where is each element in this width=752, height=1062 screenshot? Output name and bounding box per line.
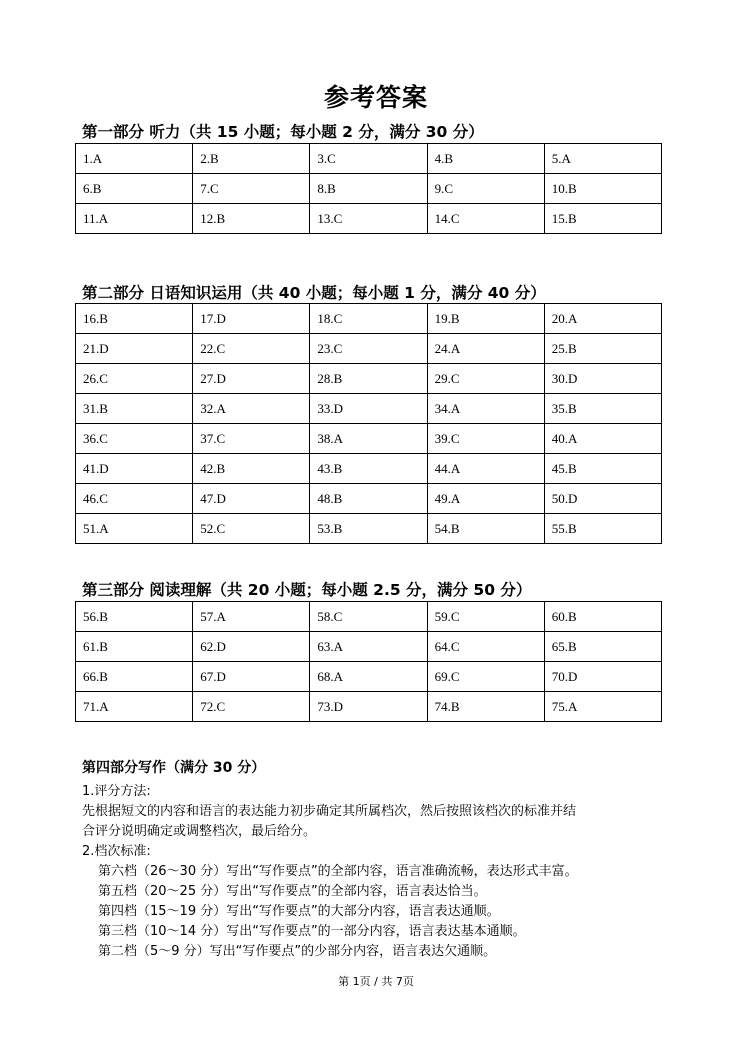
answer-cell: 49.A [427, 484, 544, 514]
answer-cell: 57.A [193, 602, 310, 632]
answer-cell: 11.A [76, 204, 193, 234]
page-title: 参考答案 [323, 83, 428, 112]
table-row [76, 514, 662, 544]
answer-cell: 43.B [310, 454, 427, 484]
answer-cell: 36.C [76, 424, 193, 454]
answer-cell: 52.C [193, 514, 310, 544]
answer-cell: 73.D [310, 692, 427, 722]
answer-cell: 34.A [427, 394, 544, 424]
answer-cell: 2.B [193, 144, 310, 174]
scoring-method-label: 1.评分方法: [82, 784, 151, 799]
answer-cell: 72.C [193, 692, 310, 722]
answer-cell: 59.C [427, 602, 544, 632]
answer-cell: 54.B [427, 514, 544, 544]
answer-cell: 29.C [427, 364, 544, 394]
answer-cell: 68.A [310, 662, 427, 692]
answer-cell: 45.B [544, 454, 661, 484]
part1-heading: 第一部分 听力（共 15 小题；每小题 2 分，满分 30 分） [82, 123, 484, 141]
part4-heading: 第四部分写作（满分 30 分） [82, 760, 266, 776]
answer-cell: 67.D [193, 662, 310, 692]
answer-cell: 17.D [193, 304, 310, 334]
answer-cell: 63.A [310, 632, 427, 662]
table-row [76, 484, 662, 514]
answer-cell: 70.D [544, 662, 661, 692]
grade-level-4: 第四档（15～19 分）写出“写作要点”的大部分内容，语言表达通顺。 [98, 904, 500, 919]
answer-cell: 50.D [544, 484, 661, 514]
answer-cell: 39.C [427, 424, 544, 454]
table-row [76, 424, 662, 454]
table-row [76, 364, 662, 394]
answer-cell: 64.C [427, 632, 544, 662]
answer-cell: 41.D [76, 454, 193, 484]
answer-cell: 71.A [76, 692, 193, 722]
answer-cell: 40.A [544, 424, 661, 454]
answer-cell: 27.D [193, 364, 310, 394]
answer-cell: 35.B [544, 394, 661, 424]
answer-cell: 32.A [193, 394, 310, 424]
answer-cell: 33.D [310, 394, 427, 424]
answer-cell: 62.D [193, 632, 310, 662]
grade-level-6: 第六档（26～30 分）写出“写作要点”的全部内容，语言准确流畅，表达形式丰富。 [98, 864, 578, 879]
table-row [76, 204, 662, 234]
answer-cell: 1.A [76, 144, 193, 174]
answer-cell: 15.B [544, 204, 661, 234]
answer-cell: 8.B [310, 174, 427, 204]
table-row [76, 144, 662, 174]
answer-cell: 44.A [427, 454, 544, 484]
answer-cell: 61.B [76, 632, 193, 662]
answer-cell: 16.B [76, 304, 193, 334]
table-row [76, 334, 662, 364]
part3-heading: 第三部分 阅读理解（共 20 小题；每小题 2.5 分，满分 50 分） [82, 581, 532, 599]
grade-standard-label: 2.档次标准: [82, 844, 151, 859]
grade-level-2: 第二档（5～9 分）写出“写作要点”的少部分内容，语言表达欠通顺。 [98, 944, 497, 959]
answer-cell: 58.C [310, 602, 427, 632]
answer-cell: 18.C [310, 304, 427, 334]
part1-answer-table [75, 143, 662, 234]
answer-cell: 53.B [310, 514, 427, 544]
table-row [76, 454, 662, 484]
answer-cell: 4.B [427, 144, 544, 174]
part2-answer-table [75, 303, 662, 544]
answer-cell: 37.C [193, 424, 310, 454]
answer-cell: 31.B [76, 394, 193, 424]
table-row [76, 174, 662, 204]
answer-cell: 21.D [76, 334, 193, 364]
answer-cell: 69.C [427, 662, 544, 692]
answer-cell: 19.B [427, 304, 544, 334]
scoring-method-text-2: 合评分说明确定或调整档次，最后给分。 [82, 824, 317, 839]
answer-cell: 66.B [76, 662, 193, 692]
answer-cell: 46.C [76, 484, 193, 514]
grade-level-5: 第五档（20～25 分）写出“写作要点”的全部内容，语言表达恰当。 [98, 884, 487, 899]
answer-cell: 55.B [544, 514, 661, 544]
answer-cell: 13.C [310, 204, 427, 234]
table-row [76, 394, 662, 424]
answer-cell: 25.B [544, 334, 661, 364]
table-row [76, 692, 662, 722]
answer-cell: 47.D [193, 484, 310, 514]
answer-cell: 6.B [76, 174, 193, 204]
answer-cell: 5.A [544, 144, 661, 174]
answer-cell: 30.D [544, 364, 661, 394]
answer-cell: 75.A [544, 692, 661, 722]
answer-cell: 22.C [193, 334, 310, 364]
table-row [76, 662, 662, 692]
part2-heading: 第二部分 日语知识运用（共 40 小题；每小题 1 分，满分 40 分） [82, 284, 546, 302]
answer-cell: 12.B [193, 204, 310, 234]
answer-cell: 23.C [310, 334, 427, 364]
part3-answer-table [75, 601, 662, 722]
answer-cell: 48.B [310, 484, 427, 514]
page-footer: 第 1页 / 共 7页 [338, 975, 414, 988]
answer-cell: 24.A [427, 334, 544, 364]
answer-cell: 74.B [427, 692, 544, 722]
answer-cell: 51.A [76, 514, 193, 544]
answer-cell: 65.B [544, 632, 661, 662]
answer-cell: 10.B [544, 174, 661, 204]
table-row [76, 602, 662, 632]
answer-cell: 7.C [193, 174, 310, 204]
answer-cell: 26.C [76, 364, 193, 394]
grade-level-3: 第三档（10～14 分）写出“写作要点”的一部分内容，语言表达基本通顺。 [98, 924, 526, 939]
answer-cell: 3.C [310, 144, 427, 174]
table-row [76, 304, 662, 334]
answer-cell: 60.B [544, 602, 661, 632]
table-row [76, 632, 662, 662]
answer-cell: 38.A [310, 424, 427, 454]
answer-cell: 56.B [76, 602, 193, 632]
answer-cell: 20.A [544, 304, 661, 334]
answer-cell: 28.B [310, 364, 427, 394]
answer-cell: 9.C [427, 174, 544, 204]
answer-cell: 14.C [427, 204, 544, 234]
answer-cell: 42.B [193, 454, 310, 484]
scoring-method-text-1: 先根据短文的内容和语言的表达能力初步确定其所属档次，然后按照该档次的标准并结 [82, 804, 577, 819]
